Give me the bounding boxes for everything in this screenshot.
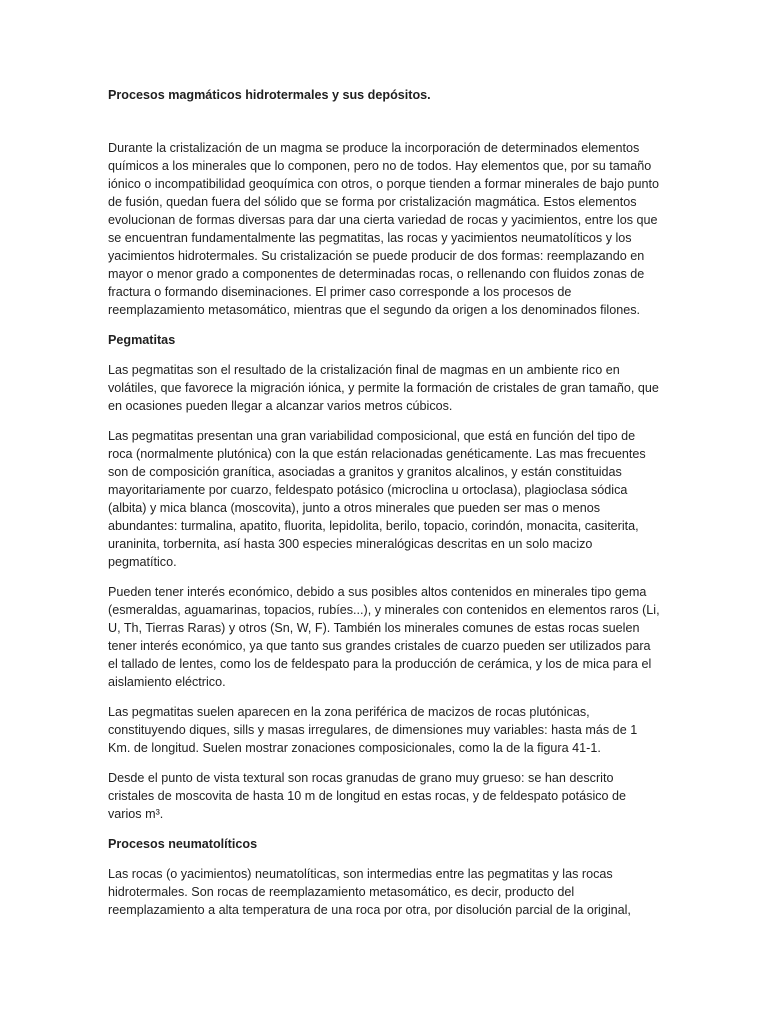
section-heading-procesos-neumatoliticos: Procesos neumatolíticos: [108, 837, 258, 851]
paragraph: Las pegmatitas presentan una gran variabilidad composicional, que está en función del tipo de roca (normalmente plutónica) con la que están relacionadas genéticamente. Las mas frecuentes son de composición granítica, asociadas a granitos y granitos alcalinos, y están constituidas mayoritariamente por cuarzo, feldespato potásico (microclina u ortoclasa), plagioclasa sódica (albita) y mica blanca (moscovita), junto a otros minerales que pueden ser mas o menos abundantes: turmalina, apatito, fluorita, lepidolita, berilo, topacio, corindón, monacita, casiterita, uraninita, torbernita, así hasta 300 especies mineralógicas descritas en un solo macizo pegmatítico.: [108, 429, 646, 569]
document-page: [108, 86, 660, 931]
intro-paragraph: Durante la cristalización de un magma se produce la incorporación de determinados elementos químicos a los minerales que lo componen, pero no de todos. Hay elementos que, por su tamaño iónico o incompatibilidad geoquímica con otros, o porque tienden a formar minerales de bajo punto de fusión, quedan fuera del sólido que se forma por cristalización magmática. Estos elementos evolucionan de formas diversas para dar una cierta variedad de rocas y yacimientos, entre los que se encuentran fundamentalmente las pegmatitas, las rocas y yacimientos neumatolíticos y los yacimientos hidrotermales. Su cristalización se puede producir de dos formas: reemplazando en mayor o menor grado a componentes de determinadas rocas, o rellenando con fluidos zonas de fractura o formando diseminaciones. El primer caso corresponde a los procesos de reemplazamiento metasomático, mientras que el segundo da origen a los denominados filones.: [108, 141, 659, 317]
paragraph: Las pegmatitas son el resultado de la cristalización final de magmas en un ambiente rico en volátiles, que favorece la migración iónica, y permite la formación de cristales de gran tamaño, que en ocasiones pueden llegar a alcanzar varios metros cúbicos.: [108, 363, 659, 413]
paragraph: Las pegmatitas suelen aparecen en la zona periférica de macizos de rocas plutónicas, constituyendo diques, sills y masas irregulares, de dimensiones muy variables: hasta más de 1 Km. de longitud. Suelen mostrar zonaciones composicionales, como la de la figura 41-1.: [108, 705, 638, 755]
paragraph: Pueden tener interés económico, debido a sus posibles altos contenidos en minerales tipo gema (esmeraldas, aguamarinas, topacios, rubíes...), y minerales con contenidos en elementos raros (Li, U, Th, Tierras Raras) y otros (Sn, W, F). También los minerales comunes de estas rocas suelen tener interés económico, ya que tanto sus grandes cristales de cuarzo pueden ser utilizados para el tallado de lentes, como los de feldespato para la producción de cerámica, y los de mica para el aislamiento eléctrico.: [108, 585, 660, 689]
paragraph: Desde el punto de vista textural son rocas granudas de grano muy grueso: se han descrito cristales de moscovita de hasta 10 m de longitud en estas rocas, y de feldespato potásico de varios m³.: [108, 771, 627, 821]
section-heading-pegmatitas: Pegmatitas: [108, 333, 176, 347]
document-title: Procesos magmáticos hidrotermales y sus depósitos.: [108, 88, 431, 102]
paragraph: Las rocas (o yacimientos) neumatolíticas, son intermedias entre las pegmatitas y las rocas hidrotermales. Son rocas de reemplazamiento metasomático, es decir, producto del reemplazamiento a alta temperatura de una roca por otra, por disolución parcial de la original,: [108, 867, 631, 917]
